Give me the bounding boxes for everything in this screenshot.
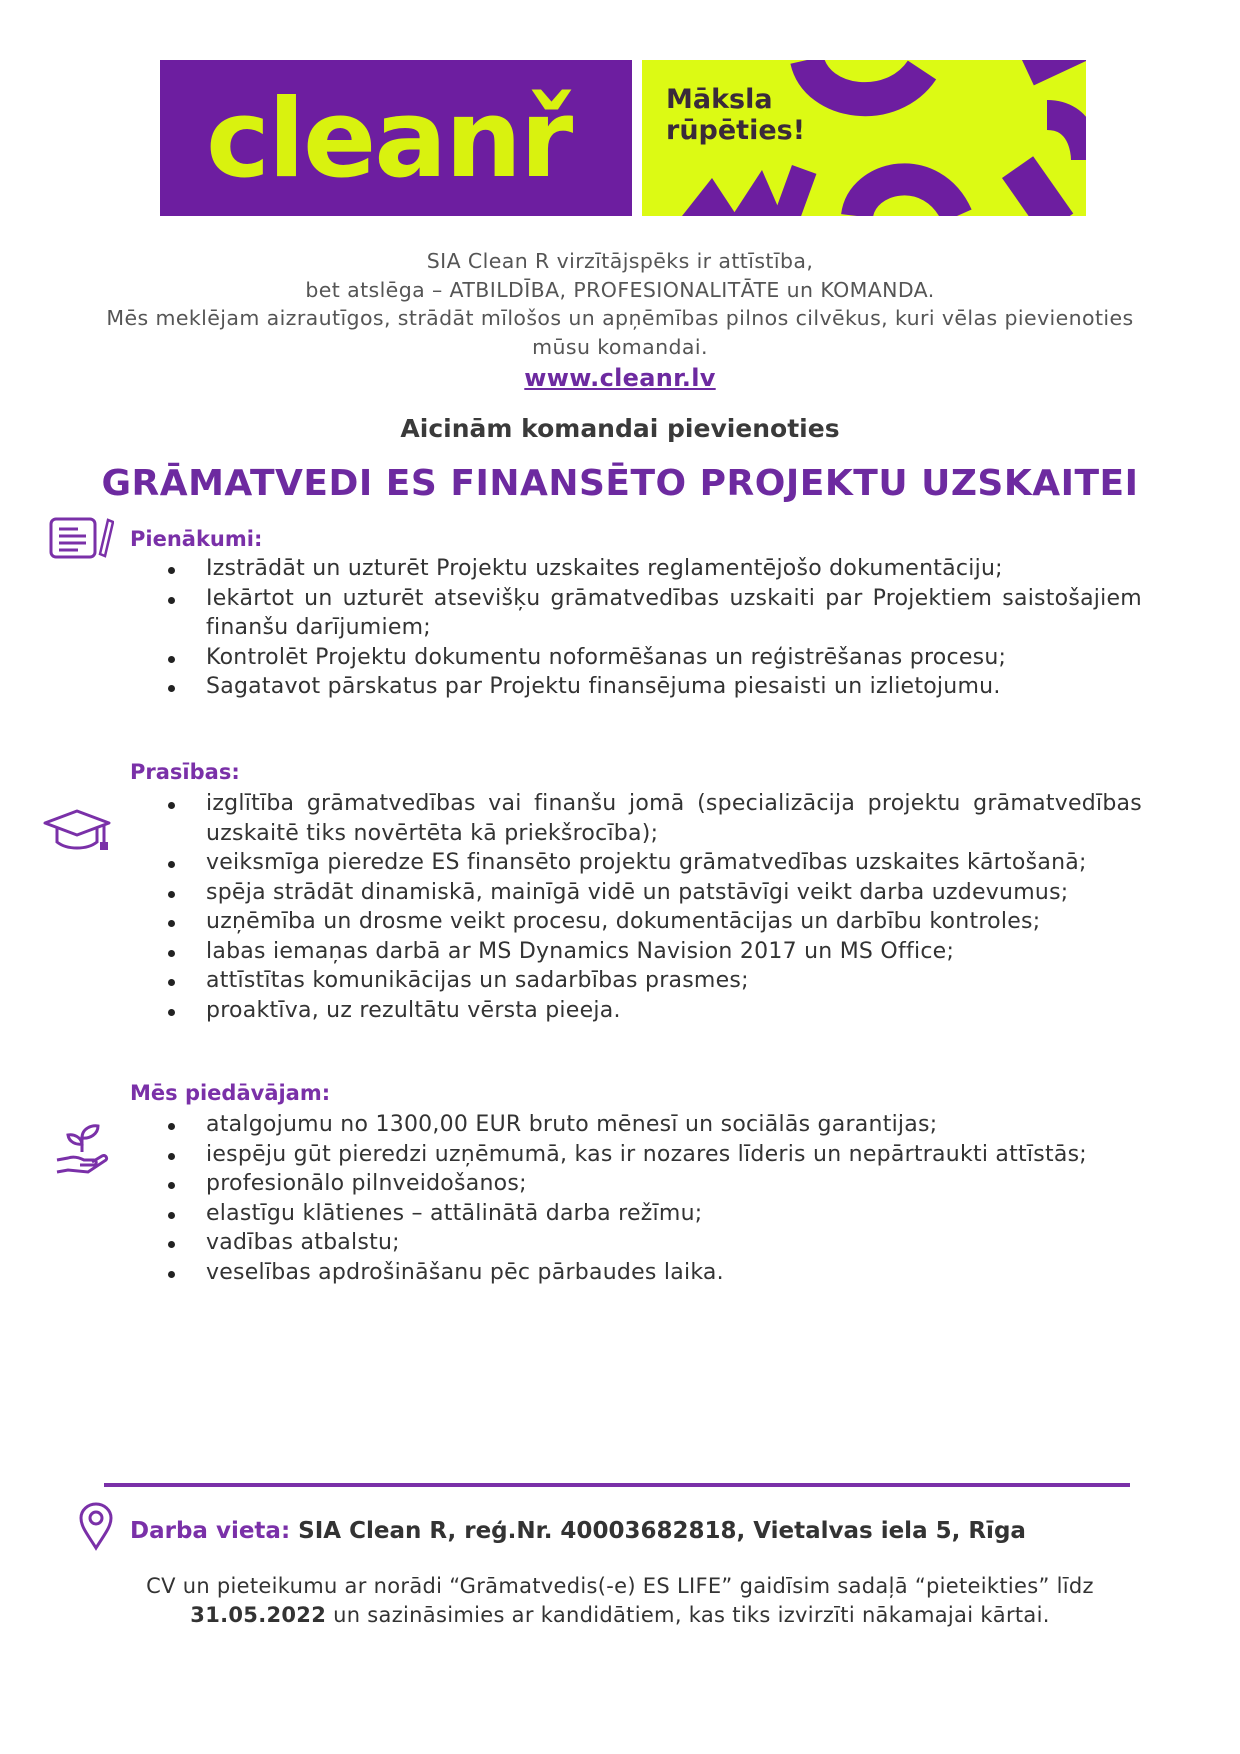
list-item: veiksmīga pieredze ES finansēto projektu grāmatvedības uzskaites kārtošanā; [162,848,1142,878]
closing-text [100,1572,1140,1630]
requirements-title: Prasības: [130,760,240,784]
closing-part-1: CV un pieteikumu ar norādi “Grāmatvedis(-e) ES LIFE” gaidīsim sadaļā “pieteikties” līdz [146,1574,1094,1598]
list-item: izglītība grāmatvedības vai finanšu jomā (specializācija projektu grāmatvedības uzskaitē tiks novērtēta kā priekšrocība); [162,789,1142,848]
offer-title: Mēs piedāvājam: [130,1081,331,1105]
intro-line-2: bet atslēga – ATBILDĪBA, PROFESIONALITĀTE un KOMANDA. [305,277,935,302]
list-item: attīstītas komunikācijas un sadarbības prasmes; [162,966,1142,996]
list-item: uzņēmība un drosme veikt procesu, dokumentācijas un darbību kontroles; [162,907,1142,937]
slogan-banner [642,60,1086,216]
document-pencil-icon [48,516,114,560]
intro-line-3: Mēs meklējam aizrautīgos, strādāt mīlošos un apņēmības pilnos cilvēkus, kuri vēlas pievienoties mūsu komandai. [106,306,1134,359]
list-item: Izstrādāt un uzturēt Projektu uzskaites reglamentējošo dokumentāciju; [162,554,1142,584]
job-title: GRĀMATVEDI ES FINANSĒTO PROJEKTU UZSKAITEI [101,463,1139,504]
slogan [666,84,866,146]
list-item: spēja strādāt dinamiskā, mainīgā vidē un patstāvīgi veikt darba uzdevumus; [162,878,1142,908]
invite-heading: Aicinām komandai pievienoties [400,414,840,443]
divider [104,1483,1130,1487]
list-item: Kontrolēt Projektu dokumentu noformēšanas un reģistrēšanas procesu; [162,643,1142,673]
hand-plant-icon [54,1122,110,1176]
list-item: vadības atbalstu; [162,1228,1142,1258]
closing-part-2: un sazināsimies ar kandidātiem, kas tiks izvirzīti nākamajai kārtai. [326,1603,1050,1627]
requirements-list [162,789,1142,1025]
work-location [130,1518,1026,1544]
brand-logo: cleanř [206,77,572,202]
list-item: Sagatavot pārskatus par Projektu finansējuma piesaisti un izlietojumu. [162,672,1142,702]
location-label: Darba vieta: [130,1518,291,1544]
list-item: profesionālo pilnveidošanos; [162,1169,1142,1199]
slogan-line-1: Māksla [666,84,773,115]
map-pin-icon [78,1501,114,1551]
list-item: atalgojumu no 1300,00 EUR bruto mēnesī un sociālās garantijas; [162,1110,1142,1140]
list-item: Iekārtot un uzturēt atsevišķu grāmatvedības uzskaiti par Projektiem saistošajiem finanšu darījumiem; [162,584,1142,643]
slogan-line-2: rūpēties! [666,115,806,146]
list-item: labas iemaņas darbā ar MS Dynamics Navision 2017 un MS Office; [162,937,1142,967]
list-item: elastīgu klātienes – attālinātā darba režīmu; [162,1199,1142,1229]
list-item: proaktīva, uz rezultātu vērsta pieeja. [162,996,1142,1026]
deadline-date: 31.05.2022 [190,1603,327,1627]
duties-list [162,554,1142,702]
location-value: SIA Clean R, reģ.Nr. 40003682818, Vietalvas iela 5, Rīga [298,1518,1026,1544]
list-item: iespēju gūt pieredzi uzņēmumā, kas ir nozares līderis un nepārtraukti attīstās; [162,1140,1142,1170]
intro-text [100,247,1140,395]
graduation-cap-icon [42,808,112,854]
website-link[interactable]: www.cleanr.lv [524,364,716,392]
list-item: veselības apdrošināšanu pēc pārbaudes laika. [162,1258,1142,1288]
offer-list [162,1110,1142,1287]
intro-line-1: SIA Clean R virzītājspēks ir attīstība, [426,249,814,273]
brand-banner [160,60,632,216]
duties-title: Pienākumi: [130,527,263,551]
